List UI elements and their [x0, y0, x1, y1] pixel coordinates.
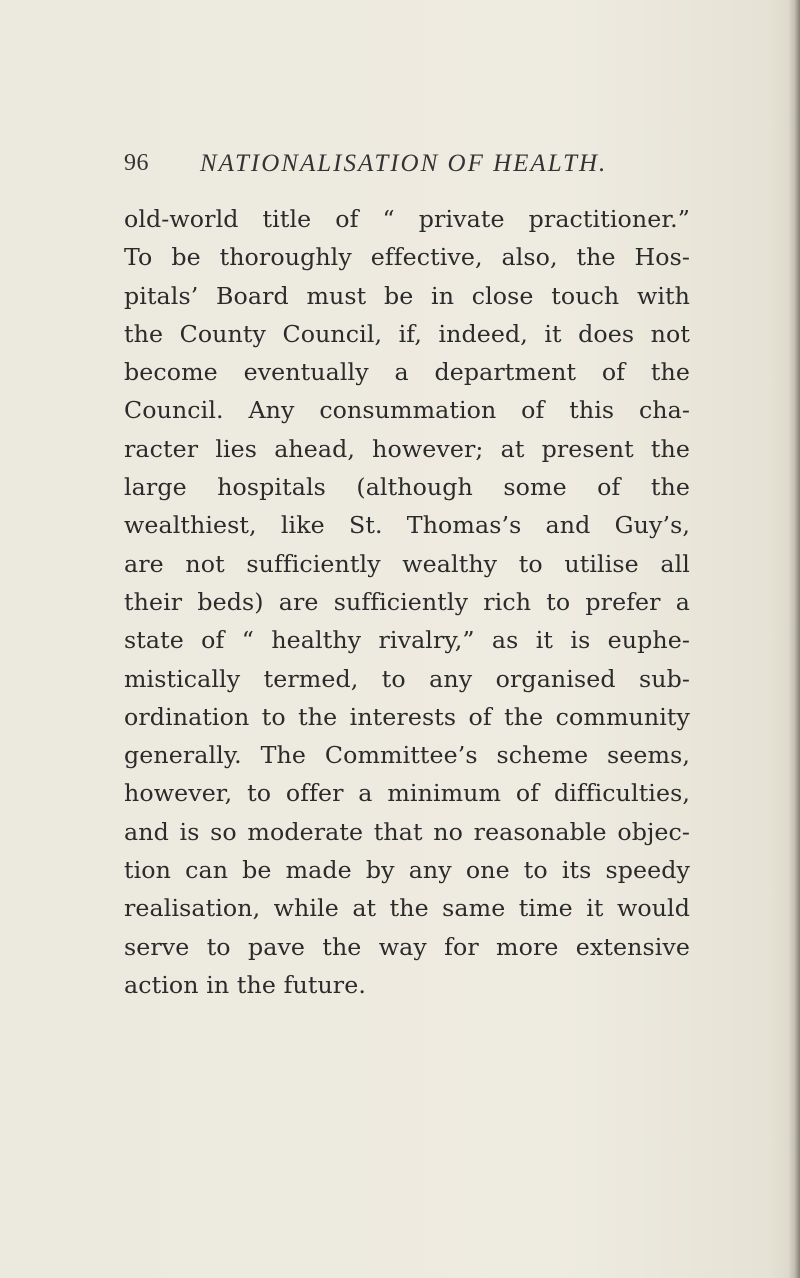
text-line: generally. The Committee’s scheme seems, [124, 741, 690, 770]
text-line: the County Council, if, indeed, it does not [124, 319, 690, 348]
text-line: and is so moderate that no reasonable objec- [124, 817, 690, 846]
page-number: 96 [124, 150, 149, 176]
text-line: become eventually a department of the [124, 358, 690, 387]
text-line: ordination to the interests of the community [124, 702, 690, 731]
text-line: their beds) are sufficiently rich to prefer a [124, 587, 690, 616]
running-head: NATIONALISATION OF HEALTH. [200, 150, 608, 177]
text-line: Council. Any consummation of this cha- [124, 396, 690, 425]
text-line: old-world title of “ private practitioner.” [124, 205, 690, 233]
text-line: realisation, while at the same time it would [124, 894, 690, 923]
text-line: pitals’ Board must be in close touch with [124, 281, 690, 310]
text-line: racter lies ahead, however; at present the [124, 434, 690, 463]
text-line: large hospitals (although some of the [124, 473, 690, 502]
page-edge-shadow [788, 0, 800, 1278]
text-line: however, to offer a minimum of difficulties, [124, 779, 690, 808]
text-line: To be thoroughly effective, also, the Hos- [124, 243, 690, 272]
text-line: state of “ healthy rivalry,” as it is euphe- [124, 626, 690, 655]
text-line: serve to pave the way for more extensive [124, 932, 690, 961]
body-paragraph [124, 200, 690, 1004]
text-line: are not sufficiently wealthy to utilise all [124, 549, 690, 578]
text-line: action in the future. [124, 970, 366, 999]
text-line: mistically termed, to any organised sub- [124, 664, 690, 693]
text-line: tion can be made by any one to its speedy [124, 856, 690, 885]
page-header [0, 150, 800, 180]
text-line: wealthiest, like St. Thomas’s and Guy’s, [124, 511, 690, 540]
